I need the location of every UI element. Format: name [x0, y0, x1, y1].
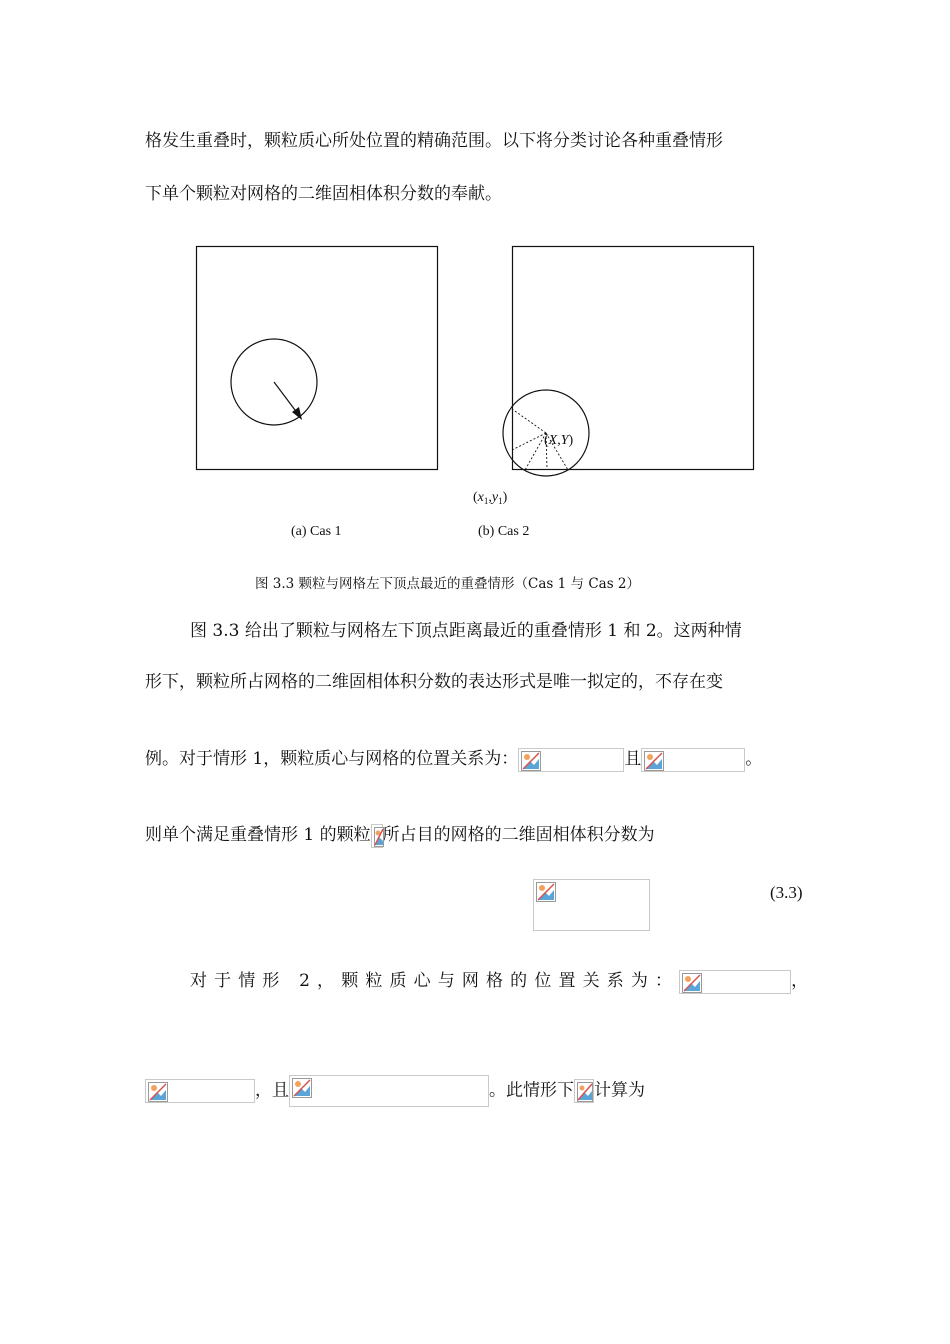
text-span: ，: [791, 971, 809, 991]
text-span: 。: [745, 749, 763, 769]
text-line: [145, 820, 655, 848]
corner-label: $(x_1,y_1)$: [473, 490, 508, 506]
text-line: 格发生重叠时，颗粒质心所处位置的精确范围。以下将分类讨论各种重叠情形: [145, 131, 723, 151]
radius-arrow-line: [274, 382, 298, 414]
text-span: 计算为: [594, 1080, 645, 1101]
broken-image-icon: [145, 1079, 255, 1103]
broken-image-icon: [518, 748, 624, 772]
figure-caption: 图 3.3 颗粒与网格左下顶点最近的重叠情形（Cas 1 与 Cas 2）: [255, 576, 641, 592]
grid-cell-a: [197, 247, 438, 470]
text-line: 图 3.3 给出了颗粒与网格左下顶点距离最近的重叠情形 1 和 2。这两种情: [190, 621, 742, 641]
broken-image-icon: [289, 1075, 489, 1107]
figure-3-3-diagram: [0, 0, 950, 600]
text-span: 对于情形 2，颗粒质心与网格的位置关系为：: [190, 971, 680, 991]
text-line: [145, 1075, 645, 1107]
subfigure-label-a: (a) Cas 1: [291, 524, 342, 539]
broken-image-icon: [679, 970, 791, 994]
text-span: 且: [624, 749, 642, 769]
text-line: [190, 966, 808, 994]
text-line: 下单个颗粒对网格的二维固相体积分数的奉献。: [145, 184, 502, 204]
broken-image-icon: [533, 879, 650, 931]
equation-number: (3.3): [770, 883, 803, 902]
broken-image-icon: [371, 824, 383, 848]
text-span: 例。对于情形 1，颗粒质心与网格的位置关系为：: [145, 749, 519, 769]
text-span: 。此情形下: [489, 1080, 574, 1101]
center-label: (X,Y): [544, 433, 574, 448]
text-span: 则单个满足重叠情形 1 的颗粒: [145, 825, 371, 845]
text-line: 形下，颗粒所占网格的二维固相体积分数的表达形式是唯一拟定的，不存在变: [145, 672, 723, 692]
broken-image-icon: [641, 748, 745, 772]
text-line: [145, 744, 762, 772]
text-span: ，且: [255, 1080, 289, 1101]
equation-image: [533, 879, 650, 931]
text-span: 所占目的网格的二维固相体积分数为: [382, 825, 655, 845]
subfigure-label-b: (b) Cas 2: [478, 524, 530, 539]
broken-image-icon: [574, 1079, 594, 1103]
